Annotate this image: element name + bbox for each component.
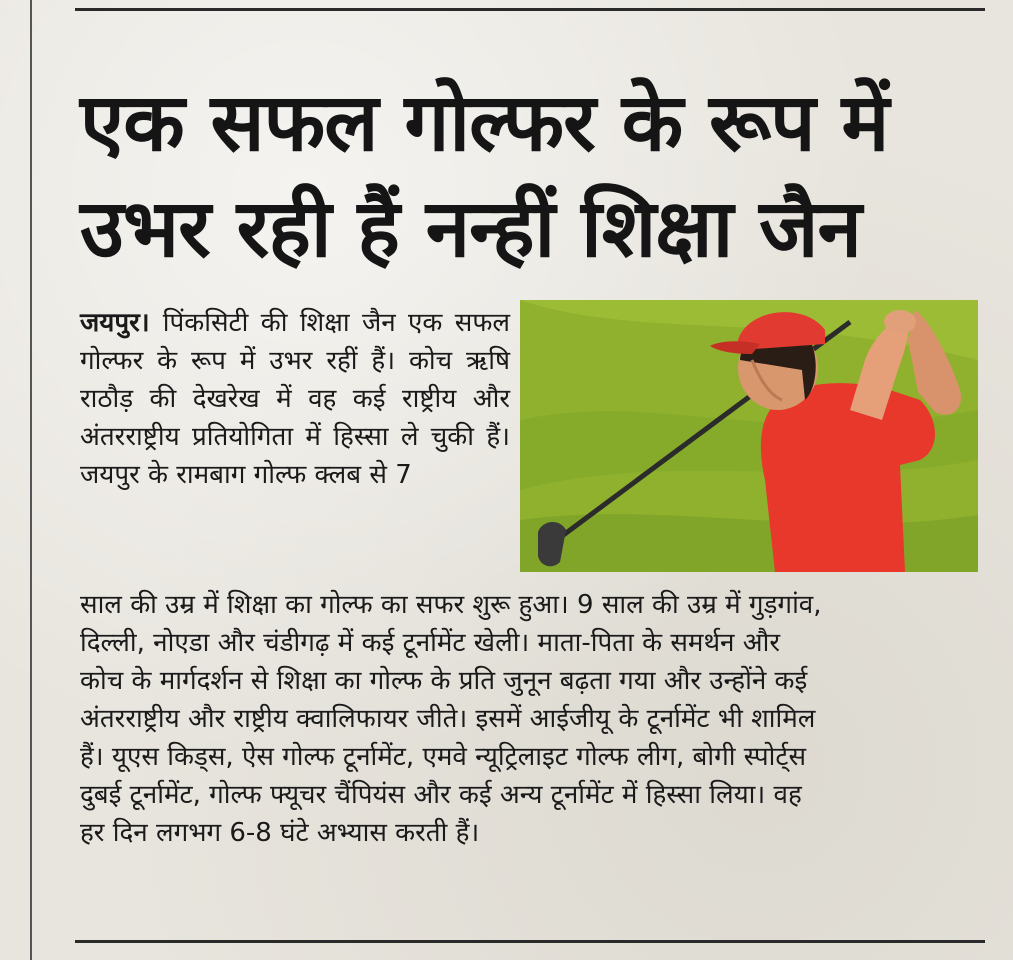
headline-line-1: एक सफल गोल्फर के रूप में	[80, 76, 889, 169]
dateline: जयपुर।	[80, 308, 163, 338]
headline	[80, 70, 980, 282]
body-line: हैं। यूएस किड्स, ऐस गोल्फ टूर्नामेंट, एमवे न्यूट्रिलाइट गोल्फ लीग, बोगी स्पोर्ट्स	[80, 742, 807, 772]
body-text	[80, 586, 980, 852]
headline-line-2: उभर रही हैं नन्हीं शिक्षा जैन	[80, 182, 861, 275]
body-line: अंतरराष्ट्रीय और राष्ट्रीय क्वालिफायर जीते। इसमें आईजीयू के टूर्नामेंट भी शामिल	[80, 704, 816, 734]
column-rule-left	[30, 0, 32, 960]
body-line: कोच के मार्गदर्शन से शिक्षा का गोल्फ के प्रति जुनून बढ़ता गया और उन्होंने कई	[80, 666, 808, 696]
golfer-photo	[520, 300, 978, 572]
body-line: दिल्ली, नोएडा और चंडीगढ़ में कई टूर्नामेंट खेली। माता-पिता के समर्थन और	[80, 628, 780, 658]
body-line: हर दिन लगभग 6-8 घंटे अभ्यास करती हैं।	[80, 818, 480, 848]
lead-paragraph	[80, 304, 510, 494]
body-line: दुबई टूर्नामेंट, गोल्फ फ्यूचर चैंपियंस और कई अन्य टूर्नामेंट में हिस्सा लिया। वह	[80, 780, 802, 810]
bottom-rule	[75, 940, 985, 943]
top-rule	[75, 8, 985, 11]
body-line: साल की उम्र में शिक्षा का गोल्फ का सफर शुरू हुआ। 9 साल की उम्र में गुड़गांव,	[80, 590, 822, 620]
lead-text: पिंकसिटी की शिक्षा जैन एक सफल गोल्फर के रूप में उभर रहीं हैं। कोच ऋषि राठौड़ की देखरेख में वह कई राष्ट्रीय और अंतरराष्ट्रीय प्रतियोगिता में हिस्सा ले चुकी हैं। जयपुर के रामबाग गोल्फ क्लब से 7	[80, 308, 510, 490]
golfer-photo-icon	[520, 300, 978, 572]
